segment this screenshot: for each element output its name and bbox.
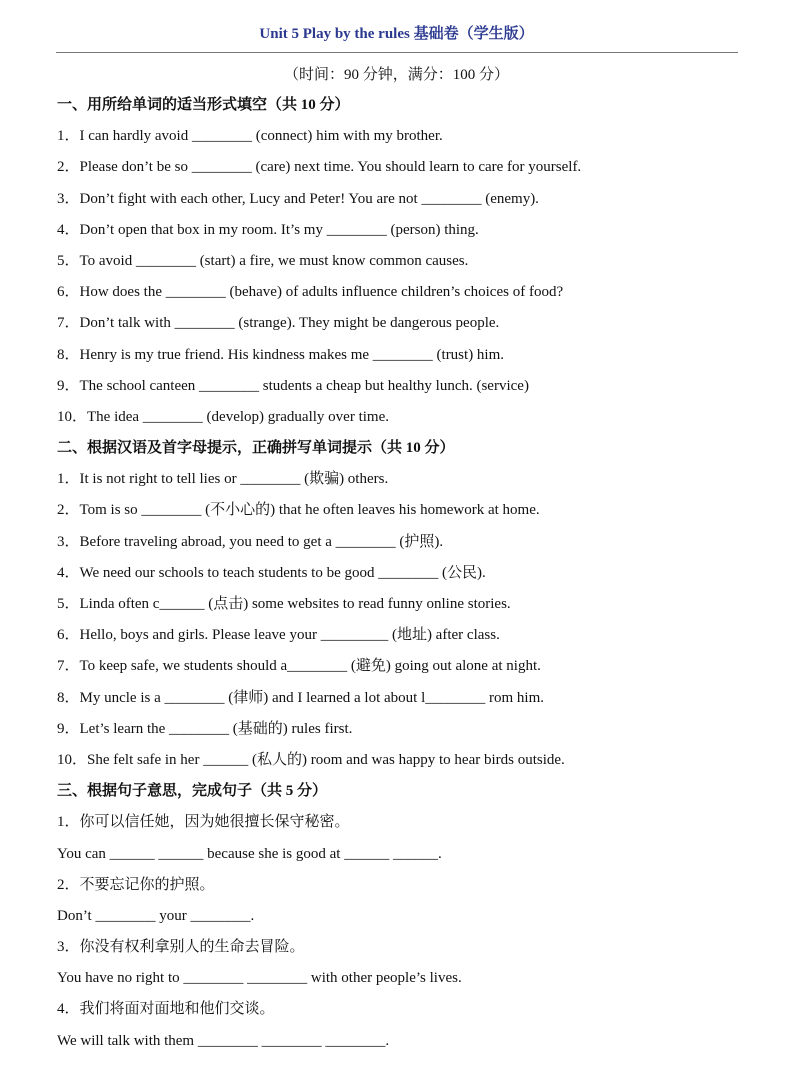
question-line: 7．To keep safe, we students should a________ (避免) going out alone at night.: [57, 658, 541, 675]
question-line: 1．I can hardly avoid ________ (connect) him with my brother.: [57, 128, 443, 145]
question-line: 10．The idea ________ (develop) gradually over time.: [57, 408, 389, 425]
question-line: 9．Let’s learn the ________ (基础的) rules first.: [57, 720, 353, 737]
question-line: 3．你没有权利拿别人的生命去冒险。: [57, 939, 305, 956]
question-line: 3．Before traveling abroad, you need to get a ________ (护照).: [57, 533, 444, 550]
document-body: [57, 95, 747, 1062]
question-line: You can ______ ______ because she is good at ______ ______.: [57, 845, 442, 862]
question-line: 1．你可以信任她，因为她很擅长保守秘密。: [57, 814, 350, 831]
question-line: 8．My uncle is a ________ (律师) and I learned a lot about l________ rom him.: [57, 689, 544, 706]
question-line: 5．To avoid ________ (start) a fire, we must know common causes.: [57, 252, 469, 269]
question-line: 9．The school canteen ________ students a cheap but healthy lunch. (service): [57, 377, 529, 394]
question-line: 4．Don’t open that box in my room. It’s my ________ (person) thing.: [57, 221, 479, 238]
question-line: We will talk with them ________ ________ ________.: [57, 1032, 390, 1049]
question-line: Don’t ________ your ________.: [57, 907, 255, 924]
question-line: 2．不要忘记你的护照。: [57, 876, 215, 893]
document-title: Unit 5 Play by the rules 基础卷（学生版）: [259, 26, 534, 42]
exam-time-score: （时间：90 分钟，满分：100 分）: [283, 67, 509, 83]
section-heading: 三、根据句子意思，完成句子（共 5 分）: [57, 783, 328, 800]
question-line: 2．Tom is so ________ (不小心的) that he often leaves his homework at home.: [57, 502, 540, 519]
section-heading: 一、用所给单词的适当形式填空（共 10 分）: [57, 97, 350, 113]
question-line: 10．She felt safe in her ______ (私人的) room and was happy to hear birds outside.: [57, 751, 565, 768]
question-line: You have no right to ________ ________ with other people’s lives.: [57, 970, 462, 987]
question-line: 8．Henry is my true friend. His kindness makes me ________ (trust) him.: [57, 346, 505, 363]
section-heading: 二、根据汉语及首字母提示，正确拼写单词提示（共 10 分）: [57, 440, 455, 457]
question-line: 7．Don’t talk with ________ (strange). They might be dangerous people.: [57, 315, 500, 332]
question-line: 6．Hello, boys and girls. Please leave your _________ (地址) after class.: [57, 627, 500, 644]
question-line: 6．How does the ________ (behave) of adults influence children’s choices of food?: [57, 284, 564, 301]
header-divider: [56, 52, 738, 53]
question-line: 2．Please don’t be so ________ (care) next time. You should learn to care for yourself.: [57, 159, 582, 176]
question-line: 3．Don’t fight with each other, Lucy and Peter! You are not ________ (enemy).: [57, 190, 539, 207]
question-line: 1．It is not right to tell lies or ________ (欺骗) others.: [57, 471, 389, 488]
question-line: 5．Linda often c______ (点击) some websites to read funny online stories.: [57, 596, 511, 612]
question-line: 4．我们将面对面地和他们交谈。: [57, 1001, 275, 1018]
question-line: 4．We need our schools to teach students to be good ________ (公民).: [57, 564, 486, 581]
